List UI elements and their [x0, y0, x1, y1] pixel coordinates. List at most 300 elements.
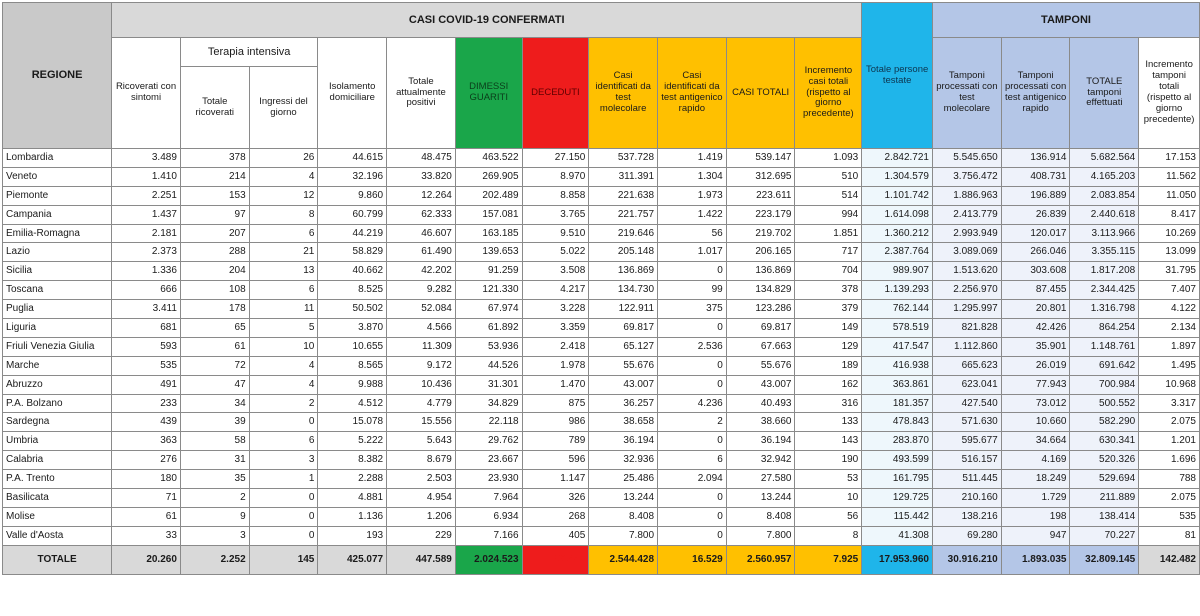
cell-deceduti: 2.418: [522, 337, 589, 356]
cell-incremento-casi: 1.851: [795, 224, 862, 243]
cell-totale-testate: 416.938: [862, 356, 933, 375]
cell-totale-testate: 2.842.721: [862, 149, 933, 168]
cell-tamponi-antigenico: 947: [1001, 526, 1070, 545]
cell-ingressi-giorno: 0: [249, 413, 318, 432]
cell-casi-antigenico: 0: [658, 375, 727, 394]
cell-dimessi: 157.081: [455, 205, 522, 224]
cell-casi-antigenico: 6: [658, 451, 727, 470]
cell-totale-tamponi: 4.165.203: [1070, 167, 1139, 186]
cell-totale-positivi: 62.333: [387, 205, 456, 224]
cell-region-name: Toscana: [3, 281, 112, 300]
cell-totale-ricoverati: 108: [180, 281, 249, 300]
cell-totale-positivi: 15.556: [387, 413, 456, 432]
cell-totale-ricoverati: 178: [180, 300, 249, 319]
cell-totale-testate: 493.599: [862, 451, 933, 470]
cell-casi-molecolare: 311.391: [589, 167, 658, 186]
cell-incremento-tamponi: 2.075: [1139, 413, 1200, 432]
cell-deceduti: 3.508: [522, 262, 589, 281]
cell-incremento-casi: 129: [795, 337, 862, 356]
header-casi-molecolare: Casi identificati da test molecolare: [589, 38, 658, 149]
cell-totale-tamponi: 1.316.798: [1070, 300, 1139, 319]
cell-tamponi-molecolare: 138.216: [933, 507, 1002, 526]
cell-incremento-casi: 143: [795, 432, 862, 451]
cell-totale-ricoverati: 9: [180, 507, 249, 526]
cell-dimessi: 44.526: [455, 356, 522, 375]
cell-casi-molecolare: 13.244: [589, 489, 658, 508]
table-row: [3, 526, 1200, 545]
cell-tamponi-molecolare: 821.828: [933, 319, 1002, 338]
cell-incremento-casi: 53: [795, 470, 862, 489]
cell-tamponi-molecolare: 3.756.472: [933, 167, 1002, 186]
cell-dimessi: 7.166: [455, 526, 522, 545]
cell-incremento-tamponi: 1.201: [1139, 432, 1200, 451]
cell-ingressi-giorno: 11: [249, 300, 318, 319]
cell-tamponi-antigenico: 18.249: [1001, 470, 1070, 489]
total-dimessi: 2.024.523: [455, 545, 522, 574]
table-row: [3, 432, 1200, 451]
cell-ingressi-giorno: 3: [249, 451, 318, 470]
cell-incremento-tamponi: 2.075: [1139, 489, 1200, 508]
cell-isolamento: 32.196: [318, 167, 387, 186]
cell-casi-totali: 123.286: [726, 300, 795, 319]
cell-tamponi-molecolare: 2.256.970: [933, 281, 1002, 300]
cell-isolamento: 8.382: [318, 451, 387, 470]
cell-incremento-tamponi: 8.417: [1139, 205, 1200, 224]
cell-totale-tamponi: 529.694: [1070, 470, 1139, 489]
cell-tamponi-antigenico: 35.901: [1001, 337, 1070, 356]
table-row: [3, 205, 1200, 224]
cell-dimessi: 23.930: [455, 470, 522, 489]
cell-totale-tamponi: 70.227: [1070, 526, 1139, 545]
cell-casi-totali: 40.493: [726, 394, 795, 413]
cell-deceduti: 875: [522, 394, 589, 413]
cell-casi-antigenico: 1.422: [658, 205, 727, 224]
cell-ingressi-giorno: 5: [249, 319, 318, 338]
cell-deceduti: 1.978: [522, 356, 589, 375]
cell-ingressi-giorno: 10: [249, 337, 318, 356]
cell-incremento-tamponi: 4.122: [1139, 300, 1200, 319]
cell-totale-testate: 1.614.098: [862, 205, 933, 224]
cell-deceduti: 3.359: [522, 319, 589, 338]
cell-dimessi: 31.301: [455, 375, 522, 394]
header-ingressi-giorno: Ingressi del giorno: [249, 67, 318, 149]
cell-deceduti: 8.970: [522, 167, 589, 186]
cell-casi-totali: 223.179: [726, 205, 795, 224]
total-totale-tamponi: 32.809.145: [1070, 545, 1139, 574]
cell-casi-totali: 134.829: [726, 281, 795, 300]
cell-tamponi-antigenico: 198: [1001, 507, 1070, 526]
cell-deceduti: 9.510: [522, 224, 589, 243]
cell-casi-totali: 219.702: [726, 224, 795, 243]
cell-totale-ricoverati: 97: [180, 205, 249, 224]
cell-casi-totali: 36.194: [726, 432, 795, 451]
cell-tamponi-antigenico: 26.019: [1001, 356, 1070, 375]
cell-totale-positivi: 8.679: [387, 451, 456, 470]
total-incremento-casi: 7.925: [795, 545, 862, 574]
cell-dimessi: 22.118: [455, 413, 522, 432]
cell-totale-testate: 41.308: [862, 526, 933, 545]
cell-incremento-casi: 378: [795, 281, 862, 300]
table-row: [3, 451, 1200, 470]
cell-casi-molecolare: 25.486: [589, 470, 658, 489]
cell-casi-molecolare: 7.800: [589, 526, 658, 545]
cell-totale-positivi: 52.084: [387, 300, 456, 319]
table-row: [3, 224, 1200, 243]
cell-dimessi: 91.259: [455, 262, 522, 281]
cell-totale-ricoverati: 61: [180, 337, 249, 356]
header-terapia-intensiva: Terapia intensiva: [180, 38, 317, 67]
cell-totale-tamponi: 3.355.115: [1070, 243, 1139, 262]
cell-ricoverati: 491: [112, 375, 181, 394]
cell-isolamento: 9.860: [318, 186, 387, 205]
cell-totale-ricoverati: 72: [180, 356, 249, 375]
table-row: [3, 489, 1200, 508]
cell-casi-molecolare: 38.658: [589, 413, 658, 432]
cell-casi-antigenico: 4.236: [658, 394, 727, 413]
cell-dimessi: 269.905: [455, 167, 522, 186]
cell-totale-testate: 2.387.764: [862, 243, 933, 262]
cell-casi-molecolare: 205.148: [589, 243, 658, 262]
cell-casi-molecolare: 8.408: [589, 507, 658, 526]
cell-totale-tamponi: 700.984: [1070, 375, 1139, 394]
cell-region-name: Abruzzo: [3, 375, 112, 394]
cell-tamponi-antigenico: 26.839: [1001, 205, 1070, 224]
total-casi-totali: 2.560.957: [726, 545, 795, 574]
cell-incremento-casi: 149: [795, 319, 862, 338]
cell-tamponi-molecolare: 69.280: [933, 526, 1002, 545]
cell-deceduti: 1.147: [522, 470, 589, 489]
cell-casi-molecolare: 134.730: [589, 281, 658, 300]
table-row: [3, 243, 1200, 262]
total-tamponi-molecolare: 30.916.210: [933, 545, 1002, 574]
total-casi-antigenico: 16.529: [658, 545, 727, 574]
cell-incremento-casi: 190: [795, 451, 862, 470]
cell-ingressi-giorno: 1: [249, 470, 318, 489]
cell-casi-antigenico: 0: [658, 526, 727, 545]
cell-ingressi-giorno: 26: [249, 149, 318, 168]
table-body: [3, 149, 1200, 546]
cell-tamponi-molecolare: 1.513.620: [933, 262, 1002, 281]
cell-deceduti: 1.470: [522, 375, 589, 394]
cell-totale-tamponi: 691.642: [1070, 356, 1139, 375]
cell-casi-totali: 312.695: [726, 167, 795, 186]
cell-ricoverati: 681: [112, 319, 181, 338]
cell-totale-tamponi: 138.414: [1070, 507, 1139, 526]
cell-isolamento: 10.655: [318, 337, 387, 356]
cell-ingressi-giorno: 0: [249, 526, 318, 545]
cell-totale-testate: 1.304.579: [862, 167, 933, 186]
cell-incremento-casi: 10: [795, 489, 862, 508]
cell-tamponi-antigenico: 4.169: [1001, 451, 1070, 470]
cell-ricoverati: 3.489: [112, 149, 181, 168]
cell-tamponi-molecolare: 1.295.997: [933, 300, 1002, 319]
cell-deceduti: 789: [522, 432, 589, 451]
cell-deceduti: 326: [522, 489, 589, 508]
cell-ricoverati: 61: [112, 507, 181, 526]
cell-casi-antigenico: 0: [658, 432, 727, 451]
table-row: [3, 470, 1200, 489]
table-row: [3, 149, 1200, 168]
covid-table-container: [2, 2, 1200, 575]
cell-tamponi-antigenico: 20.801: [1001, 300, 1070, 319]
cell-casi-molecolare: 36.257: [589, 394, 658, 413]
cell-totale-ricoverati: 47: [180, 375, 249, 394]
cell-isolamento: 50.502: [318, 300, 387, 319]
cell-dimessi: 139.653: [455, 243, 522, 262]
cell-incremento-tamponi: 788: [1139, 470, 1200, 489]
cell-tamponi-antigenico: 34.664: [1001, 432, 1070, 451]
cell-region-name: Basilicata: [3, 489, 112, 508]
cell-ingressi-giorno: 2: [249, 394, 318, 413]
cell-casi-antigenico: 0: [658, 262, 727, 281]
cell-casi-molecolare: 32.936: [589, 451, 658, 470]
covid-regional-table: [2, 2, 1200, 575]
cell-incremento-tamponi: 1.696: [1139, 451, 1200, 470]
cell-tamponi-antigenico: 196.889: [1001, 186, 1070, 205]
cell-isolamento: 40.662: [318, 262, 387, 281]
cell-casi-antigenico: 0: [658, 489, 727, 508]
cell-totale-ricoverati: 65: [180, 319, 249, 338]
cell-casi-antigenico: 99: [658, 281, 727, 300]
header-group-tamponi: TAMPONI: [933, 3, 1200, 38]
cell-totale-tamponi: 2.083.854: [1070, 186, 1139, 205]
cell-tamponi-antigenico: 42.426: [1001, 319, 1070, 338]
cell-incremento-casi: 316: [795, 394, 862, 413]
cell-isolamento: 4.512: [318, 394, 387, 413]
cell-totale-ricoverati: 214: [180, 167, 249, 186]
cell-dimessi: 23.667: [455, 451, 522, 470]
cell-casi-totali: 8.408: [726, 507, 795, 526]
cell-dimessi: 163.185: [455, 224, 522, 243]
cell-tamponi-antigenico: 120.017: [1001, 224, 1070, 243]
cell-ricoverati: 666: [112, 281, 181, 300]
cell-casi-antigenico: 1.419: [658, 149, 727, 168]
cell-incremento-casi: 133: [795, 413, 862, 432]
cell-region-name: Molise: [3, 507, 112, 526]
cell-region-name: Emilia-Romagna: [3, 224, 112, 243]
cell-totale-positivi: 9.172: [387, 356, 456, 375]
cell-tamponi-molecolare: 2.993.949: [933, 224, 1002, 243]
cell-region-name: Marche: [3, 356, 112, 375]
cell-casi-totali: 13.244: [726, 489, 795, 508]
cell-incremento-casi: 704: [795, 262, 862, 281]
cell-totale-tamponi: 211.889: [1070, 489, 1139, 508]
cell-totale-ricoverati: 153: [180, 186, 249, 205]
cell-deceduti: 8.858: [522, 186, 589, 205]
cell-ingressi-giorno: 21: [249, 243, 318, 262]
total-ricoverati: 20.260: [112, 545, 181, 574]
cell-totale-positivi: 48.475: [387, 149, 456, 168]
cell-region-name: P.A. Trento: [3, 470, 112, 489]
cell-isolamento: 8.565: [318, 356, 387, 375]
total-totale-testate: 17.953.960: [862, 545, 933, 574]
cell-tamponi-molecolare: 427.540: [933, 394, 1002, 413]
cell-casi-totali: 55.676: [726, 356, 795, 375]
cell-ingressi-giorno: 6: [249, 432, 318, 451]
total-totale-positivi: 447.589: [387, 545, 456, 574]
total-incremento-tamponi: 142.482: [1139, 545, 1200, 574]
table-row: [3, 337, 1200, 356]
total-region-name: TOTALE: [3, 545, 112, 574]
cell-incremento-casi: 189: [795, 356, 862, 375]
cell-isolamento: 58.829: [318, 243, 387, 262]
cell-casi-molecolare: 221.638: [589, 186, 658, 205]
cell-totale-positivi: 1.206: [387, 507, 456, 526]
cell-totale-ricoverati: 35: [180, 470, 249, 489]
cell-totale-testate: 478.843: [862, 413, 933, 432]
cell-totale-ricoverati: 288: [180, 243, 249, 262]
cell-totale-testate: 417.547: [862, 337, 933, 356]
cell-casi-molecolare: 122.911: [589, 300, 658, 319]
header-tamponi-molecolare: Tamponi processati con test molecolare: [933, 38, 1002, 149]
cell-tamponi-antigenico: 87.455: [1001, 281, 1070, 300]
total-totale-ricoverati: 2.252: [180, 545, 249, 574]
cell-totale-testate: 129.725: [862, 489, 933, 508]
cell-casi-antigenico: 1.304: [658, 167, 727, 186]
cell-deceduti: 986: [522, 413, 589, 432]
cell-region-name: Umbria: [3, 432, 112, 451]
cell-ricoverati: 180: [112, 470, 181, 489]
header-isolamento: Isolamento domiciliare: [318, 38, 387, 149]
cell-ingressi-giorno: 4: [249, 167, 318, 186]
cell-dimessi: 463.522: [455, 149, 522, 168]
cell-incremento-casi: 510: [795, 167, 862, 186]
cell-casi-antigenico: 56: [658, 224, 727, 243]
table-row: [3, 413, 1200, 432]
total-isolamento: 425.077: [318, 545, 387, 574]
cell-casi-molecolare: 136.869: [589, 262, 658, 281]
cell-tamponi-antigenico: 303.608: [1001, 262, 1070, 281]
cell-totale-ricoverati: 39: [180, 413, 249, 432]
cell-incremento-tamponi: 81: [1139, 526, 1200, 545]
cell-ricoverati: 1.336: [112, 262, 181, 281]
cell-totale-positivi: 4.566: [387, 319, 456, 338]
table-row: [3, 262, 1200, 281]
table-row: [3, 394, 1200, 413]
cell-casi-molecolare: 65.127: [589, 337, 658, 356]
table-row: [3, 356, 1200, 375]
cell-totale-tamponi: 2.440.618: [1070, 205, 1139, 224]
cell-totale-tamponi: 864.254: [1070, 319, 1139, 338]
cell-deceduti: 5.022: [522, 243, 589, 262]
cell-casi-totali: 27.580: [726, 470, 795, 489]
header-regione: REGIONE: [3, 3, 112, 149]
cell-casi-molecolare: 43.007: [589, 375, 658, 394]
cell-casi-totali: 7.800: [726, 526, 795, 545]
cell-tamponi-antigenico: 73.012: [1001, 394, 1070, 413]
cell-deceduti: 268: [522, 507, 589, 526]
cell-incremento-casi: 717: [795, 243, 862, 262]
cell-isolamento: 5.222: [318, 432, 387, 451]
cell-ricoverati: 3.411: [112, 300, 181, 319]
cell-totale-positivi: 12.264: [387, 186, 456, 205]
cell-tamponi-molecolare: 571.630: [933, 413, 1002, 432]
cell-casi-molecolare: 55.676: [589, 356, 658, 375]
cell-ricoverati: 593: [112, 337, 181, 356]
cell-tamponi-antigenico: 408.731: [1001, 167, 1070, 186]
cell-deceduti: 3.765: [522, 205, 589, 224]
cell-incremento-casi: 1.093: [795, 149, 862, 168]
cell-incremento-tamponi: 13.099: [1139, 243, 1200, 262]
cell-ricoverati: 33: [112, 526, 181, 545]
cell-totale-tamponi: 1.817.208: [1070, 262, 1139, 281]
cell-isolamento: 2.288: [318, 470, 387, 489]
cell-region-name: Sardegna: [3, 413, 112, 432]
cell-totale-testate: 115.442: [862, 507, 933, 526]
cell-dimessi: 202.489: [455, 186, 522, 205]
cell-totale-ricoverati: 2: [180, 489, 249, 508]
cell-tamponi-molecolare: 1.112.860: [933, 337, 1002, 356]
table-row: [3, 167, 1200, 186]
cell-incremento-casi: 994: [795, 205, 862, 224]
header-tamponi-antigenico: Tamponi processati con test antigenico rapido: [1001, 38, 1070, 149]
cell-tamponi-antigenico: 10.660: [1001, 413, 1070, 432]
cell-totale-testate: 1.139.293: [862, 281, 933, 300]
total-deceduti: 88.442: [522, 545, 589, 574]
cell-incremento-casi: 379: [795, 300, 862, 319]
header-totale-tamponi: TOTALE tamponi effettuati: [1070, 38, 1139, 149]
cell-ingressi-giorno: 0: [249, 489, 318, 508]
cell-isolamento: 4.881: [318, 489, 387, 508]
header-casi-antigenico: Casi identificati da test antigenico rapido: [658, 38, 727, 149]
cell-totale-positivi: 10.436: [387, 375, 456, 394]
cell-totale-testate: 1.360.212: [862, 224, 933, 243]
cell-casi-antigenico: 2.536: [658, 337, 727, 356]
cell-ricoverati: 1.410: [112, 167, 181, 186]
cell-casi-antigenico: 2.094: [658, 470, 727, 489]
cell-tamponi-molecolare: 516.157: [933, 451, 1002, 470]
cell-totale-tamponi: 582.290: [1070, 413, 1139, 432]
cell-casi-totali: 32.942: [726, 451, 795, 470]
cell-totale-testate: 989.907: [862, 262, 933, 281]
cell-ricoverati: 1.437: [112, 205, 181, 224]
cell-region-name: Calabria: [3, 451, 112, 470]
cell-deceduti: 3.228: [522, 300, 589, 319]
cell-region-name: Veneto: [3, 167, 112, 186]
cell-casi-totali: 223.611: [726, 186, 795, 205]
header-incremento-tamponi: Incremento tamponi totali (rispetto al giorno precedente): [1139, 38, 1200, 149]
cell-casi-molecolare: 221.757: [589, 205, 658, 224]
cell-dimessi: 53.936: [455, 337, 522, 356]
cell-totale-ricoverati: 3: [180, 526, 249, 545]
cell-totale-testate: 161.795: [862, 470, 933, 489]
cell-casi-antigenico: 0: [658, 319, 727, 338]
table-row: [3, 319, 1200, 338]
cell-ricoverati: 2.373: [112, 243, 181, 262]
cell-totale-positivi: 42.202: [387, 262, 456, 281]
cell-totale-ricoverati: 34: [180, 394, 249, 413]
cell-region-name: Lazio: [3, 243, 112, 262]
cell-incremento-tamponi: 1.495: [1139, 356, 1200, 375]
total-tamponi-antigenico: 1.893.035: [1001, 545, 1070, 574]
table-row: [3, 507, 1200, 526]
cell-totale-ricoverati: 31: [180, 451, 249, 470]
cell-dimessi: 34.829: [455, 394, 522, 413]
cell-incremento-tamponi: 3.317: [1139, 394, 1200, 413]
cell-ricoverati: 363: [112, 432, 181, 451]
header-totale-ricoverati: Totale ricoverati: [180, 67, 249, 149]
cell-region-name: Friuli Venezia Giulia: [3, 337, 112, 356]
cell-dimessi: 61.892: [455, 319, 522, 338]
cell-casi-molecolare: 219.646: [589, 224, 658, 243]
cell-casi-totali: 43.007: [726, 375, 795, 394]
cell-casi-antigenico: 0: [658, 507, 727, 526]
cell-ricoverati: 535: [112, 356, 181, 375]
cell-totale-testate: 363.861: [862, 375, 933, 394]
header-ricoverati: Ricoverati con sintomi: [112, 38, 181, 149]
cell-isolamento: 1.136: [318, 507, 387, 526]
cell-incremento-casi: 514: [795, 186, 862, 205]
